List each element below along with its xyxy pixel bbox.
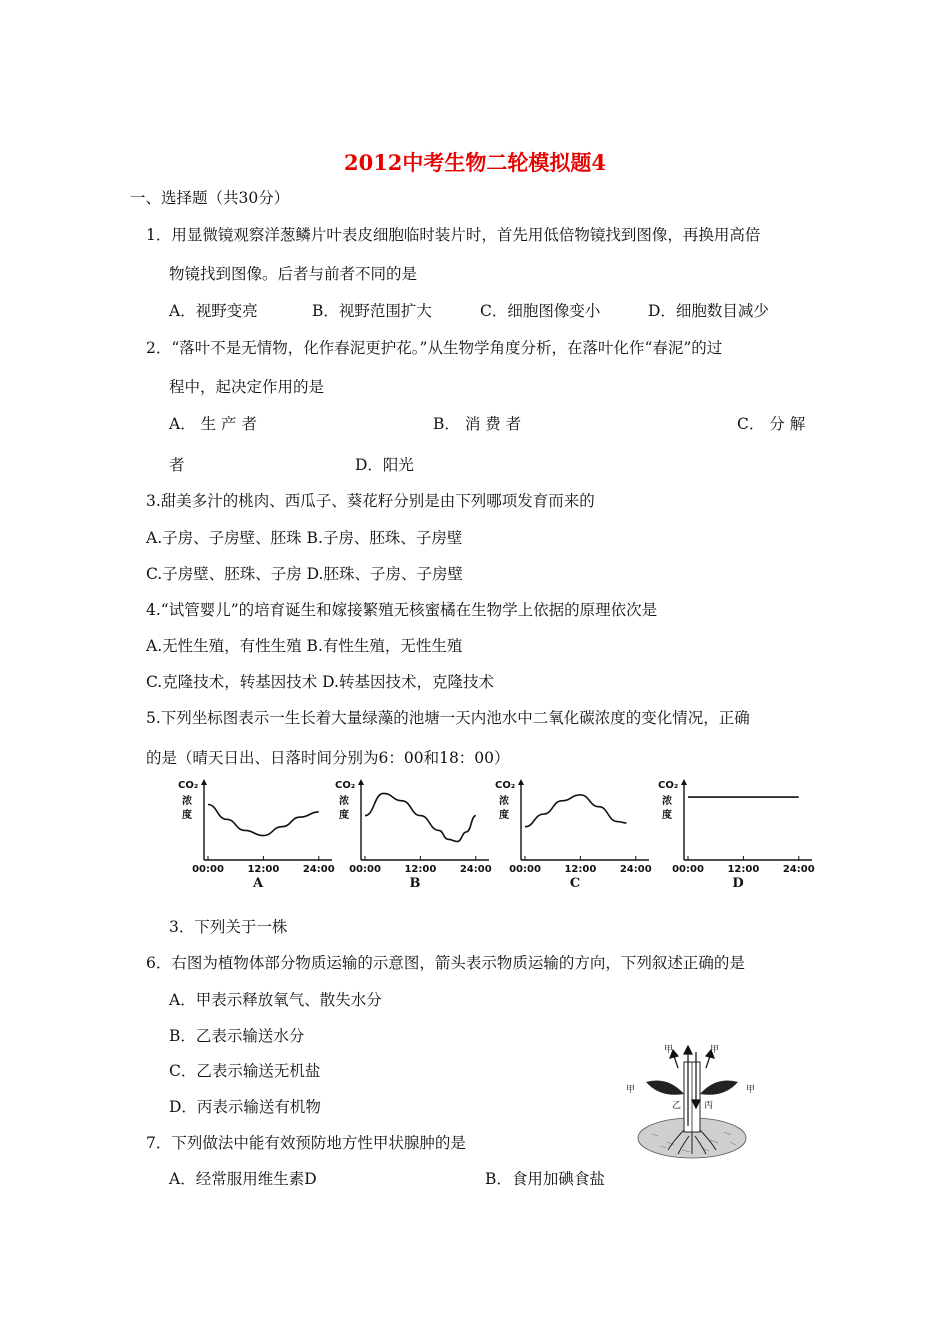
y-axis-arrow [681, 779, 687, 785]
q2-option-d: D．阳光 [355, 456, 414, 474]
y-label-co2: CO₂ [658, 780, 679, 791]
q7-option-a: A．经常服用维生素D [169, 1170, 317, 1188]
q7-stem: 7．下列做法中能有效预防地方性甲状腺肿的是 [146, 1134, 466, 1152]
y-label-nong: 浓 [339, 796, 349, 807]
y-label-du: 度 [339, 810, 349, 821]
y-axis-arrow [201, 779, 207, 785]
label-jia-top-right: 甲 [710, 1045, 720, 1055]
co2-chart-d [658, 778, 818, 898]
left-leaf [646, 1081, 684, 1095]
q6-stem: 6．右图为植物体部分物质运输的示意图，箭头表示物质运输的方向，下列叙述正确的是 [146, 954, 745, 972]
q4-stem: 4.“试管婴儿”的培育诞生和嫁接繁殖无核蜜橘在生物学上依据的原理依次是 [146, 601, 658, 619]
y-label-du: 度 [499, 810, 509, 821]
label-jia-right: 甲 [746, 1085, 756, 1095]
plant-transport-figure [612, 1042, 772, 1162]
q2-stem-line1: 2．“落叶不是无情物，化作春泥更护花。”从生物学角度分析，在落叶化作“春泥”的过 [146, 339, 723, 357]
q2-option-c: C． 分 解 [737, 415, 806, 433]
co2-series-line [525, 795, 627, 827]
co2-chart-c [495, 778, 655, 898]
q6-option-b: B．乙表示输送水分 [169, 1027, 305, 1045]
co2-chart-b [335, 778, 495, 898]
y-axis-arrow [518, 779, 524, 785]
y-label-nong: 浓 [182, 796, 192, 807]
q1-option-b: B．视野范围扩大 [312, 302, 432, 320]
section-heading: 一、选择题（共30分） [130, 189, 290, 207]
right-leaf [700, 1081, 738, 1095]
q6-option-c: C．乙表示输送无机盐 [169, 1062, 321, 1080]
label-yi: 乙 [672, 1101, 682, 1111]
y-axis-arrow [358, 779, 364, 785]
y-label-co2: CO₂ [335, 780, 356, 791]
q-partial: 3．下列关于一株 [169, 918, 288, 936]
q6-option-a: A．甲表示释放氧气、散失水分 [169, 991, 382, 1009]
q1-option-c: C．细胞图像变小 [480, 302, 601, 320]
q1-option-d: D．细胞数目减少 [648, 302, 769, 320]
y-label-nong: 浓 [499, 796, 509, 807]
q1-option-a: A．视野变亮 [169, 302, 258, 320]
x-tick-label: 12:00 [564, 864, 597, 875]
q5-stem-line1: 5.下列坐标图表示一生长着大量绿藻的池塘一天内池水中二氧化碳浓度的变化情况，正确 [146, 709, 750, 727]
q2-option-b: B． 消 费 者 [433, 415, 522, 433]
co2-chart-a [178, 778, 338, 898]
label-jia-top-left: 甲 [664, 1045, 674, 1055]
y-label-nong: 浓 [662, 796, 672, 807]
q3-options-cd: C.子房壁、胚珠、子房 D.胚珠、子房、子房壁 [146, 565, 463, 583]
q1-stem-line1: 1．用显微镜观察洋葱鳞片叶表皮细胞临时装片时，首先用低倍物镜找到图像，再换用高倍 [146, 226, 761, 244]
label-bing: 丙 [704, 1101, 714, 1111]
page-title: 2012中考生物二轮模拟题4 [343, 150, 607, 175]
y-label-co2: CO₂ [495, 780, 516, 791]
x-tick-label: 00:00 [192, 864, 224, 875]
y-label-du: 度 [182, 810, 192, 821]
chart-caption: B [409, 876, 421, 891]
q6-option-d: D．丙表示输送有机物 [169, 1098, 321, 1116]
q4-options-ab: A.无性生殖，有性生殖 B.有性生殖，无性生殖 [146, 637, 463, 655]
q2-option-c-cont: 者 [169, 456, 185, 474]
q1-stem-line2: 物镜找到图像。后者与前者不同的是 [169, 265, 418, 283]
x-tick-label: 24:00 [459, 864, 492, 875]
x-tick-label: 12:00 [404, 864, 437, 875]
co2-series-line [365, 793, 476, 841]
chart-caption: A [252, 876, 264, 891]
chart-caption: C [569, 876, 581, 891]
x-tick-label: 00:00 [672, 864, 704, 875]
co2-series-line [208, 805, 319, 836]
y-label-du: 度 [662, 810, 672, 821]
q7-option-b: B．食用加碘食盐 [485, 1170, 605, 1188]
q3-options-ab: A.子房、子房壁、胚珠 B.子房、胚珠、子房壁 [146, 529, 463, 547]
x-tick-label: 24:00 [619, 864, 652, 875]
x-tick-label: 24:00 [782, 864, 815, 875]
x-tick-label: 00:00 [349, 864, 381, 875]
q3-stem: 3.甜美多汁的桃肉、西瓜子、葵花籽分别是由下列哪项发育而来的 [146, 492, 595, 510]
x-tick-label: 12:00 [727, 864, 760, 875]
x-tick-label: 12:00 [247, 864, 280, 875]
x-tick-label: 00:00 [509, 864, 541, 875]
y-label-co2: CO₂ [178, 780, 199, 791]
chart-caption: D [732, 876, 744, 891]
label-jia-left: 甲 [626, 1085, 636, 1095]
x-tick-label: 24:00 [302, 864, 335, 875]
q4-options-cd: C.克隆技术，转基因技术 D.转基因技术，克隆技术 [146, 673, 494, 691]
q5-stem-line2: 的是（晴天日出、日落时间分别为6：00和18：00） [146, 749, 510, 767]
q2-stem-line2: 程中，起决定作用的是 [169, 378, 325, 396]
q2-option-a: A． 生 产 者 [169, 415, 257, 433]
